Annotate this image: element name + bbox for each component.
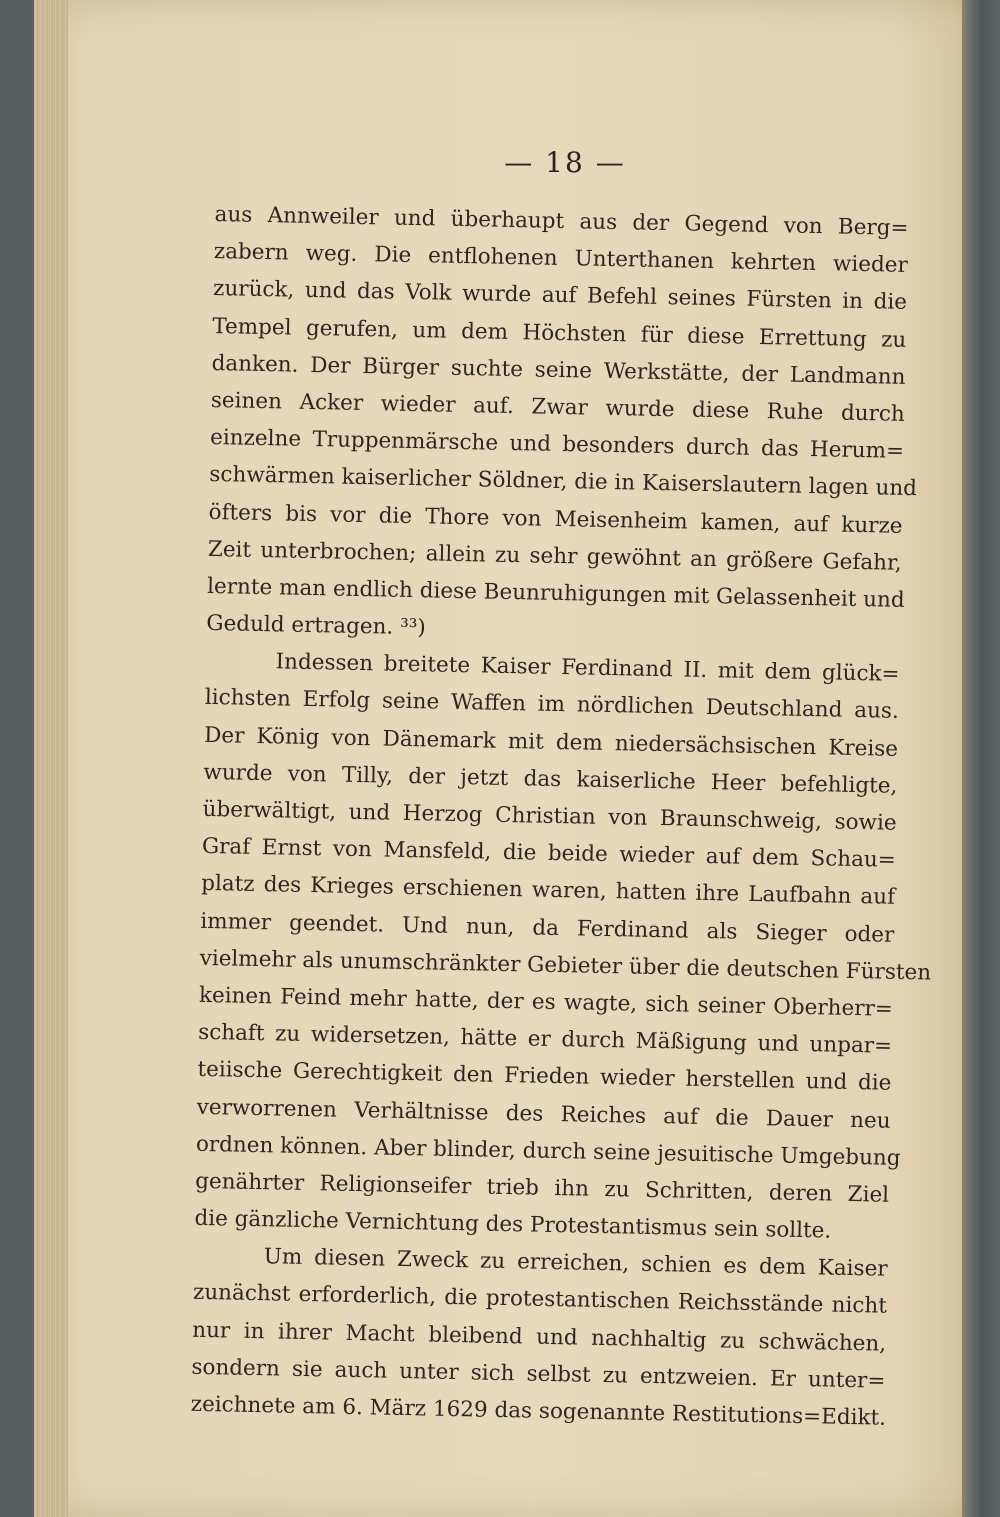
text-line: aus Annweiler und überhaupt aus der Gegend von Berg=	[214, 201, 909, 241]
text-line: platz des Krieges erschienen waren, hatten ihre Laufbahn auf	[200, 871, 896, 911]
text-line: zabern weg. Die entflohenen Unterthanen kehrten wieder	[213, 239, 908, 279]
text-line: überwältigt, und Herzog Christian von Braunschweig, sowie	[202, 796, 897, 836]
text-line: Tempel gerufen, um dem Höchsten für diese Errettung zu	[212, 313, 907, 353]
text-line: Geduld ertragen. ³³)	[206, 610, 426, 641]
paragraph-3	[190, 1237, 888, 1437]
text-line: nur in ihrer Macht bleibend und nachhaltig zu schwächen,	[191, 1317, 887, 1357]
text-line: lernte man endlich diese Beunruhigungen mit Gelassenheit und	[206, 573, 905, 613]
text-line: seinen Acker wieder auf. Zwar wurde diese Ruhe durch	[210, 387, 906, 427]
text-line: immer geendet. Und nun, da Ferdinand als Sieger oder	[200, 908, 895, 948]
page-stack-edge	[34, 0, 68, 1517]
text-line: schaft zu widersetzen, hätte er durch Mäßigung und unpar=	[197, 1019, 893, 1059]
text-line: teiische Gerechtigkeit den Frieden wieder herstellen und die	[197, 1057, 892, 1097]
paragraph-2	[194, 642, 932, 1251]
text-line: vielmehr als unumschränkter Gebieter über die deutschen Fürsten	[199, 945, 932, 986]
text-line: Zeit unterbrochen; allein zu sehr gewöhnt an größere Gefahr,	[207, 536, 903, 576]
text-line: öfters bis vor die Thore von Meisenheim kamen, auf kurze	[208, 499, 903, 539]
text-line: keinen Feind mehr hatte, der es wagte, sich seiner Oberherr=	[198, 982, 894, 1022]
text-line: Der König von Dänemark mit dem niedersächsischen Kreise	[203, 722, 899, 762]
text-line: einzelne Truppenmärsche und besonders durch das Herum=	[209, 425, 905, 465]
body-text	[190, 196, 932, 1437]
text-line: danken. Der Bürger suchte seine Werkstätte, der Landmann	[211, 350, 906, 390]
text-line: lichsten Erfolg seine Waffen im nördlichen Deutschland aus.	[204, 685, 900, 725]
text-line: Um diesen Zweck zu erreichen, schien es dem Kaiser	[263, 1244, 888, 1282]
text-line: zunächst erforderlich, die protestantischen Reichsstände nicht	[192, 1280, 888, 1320]
text-line: genährter Religionseifer trieb ihn zu Schritten, deren Ziel	[194, 1168, 890, 1208]
paragraph-1	[206, 196, 918, 656]
text-line: verworrenen Verhältnisse des Reiches auf die Dauer neu	[196, 1094, 891, 1134]
text-line: sondern sie auch unter sich selbst zu entzweien. Er unter=	[191, 1354, 886, 1394]
page-number: — 18 —	[504, 146, 626, 179]
text-line: schwärmen kaiserlicher Söldner, die in Kaiserslautern lagen und	[209, 462, 918, 502]
text-line: Graf Ernst von Mansfeld, die beide wieder auf dem Schau=	[201, 834, 897, 873]
text-line: die gänzliche Vernichtung des Protestantismus sein sollte.	[194, 1205, 832, 1244]
text-line: wurde von Tilly, der jetzt das kaiserliche Heer befehligte,	[203, 759, 898, 799]
book-binding	[962, 0, 1000, 1517]
text-line: ordnen können. Aber blinder, durch seine jesuitische Umgebung	[195, 1131, 901, 1171]
text-line: Indessen breitete Kaiser Ferdinand II. mit dem glück=	[275, 649, 900, 688]
text-line: zeichnete am 6. März 1629 das sogenannte Restitutions=Edikt.	[190, 1391, 887, 1431]
text-line: zurück, und das Volk wurde auf Befehl seines Fürsten in die	[212, 276, 908, 316]
